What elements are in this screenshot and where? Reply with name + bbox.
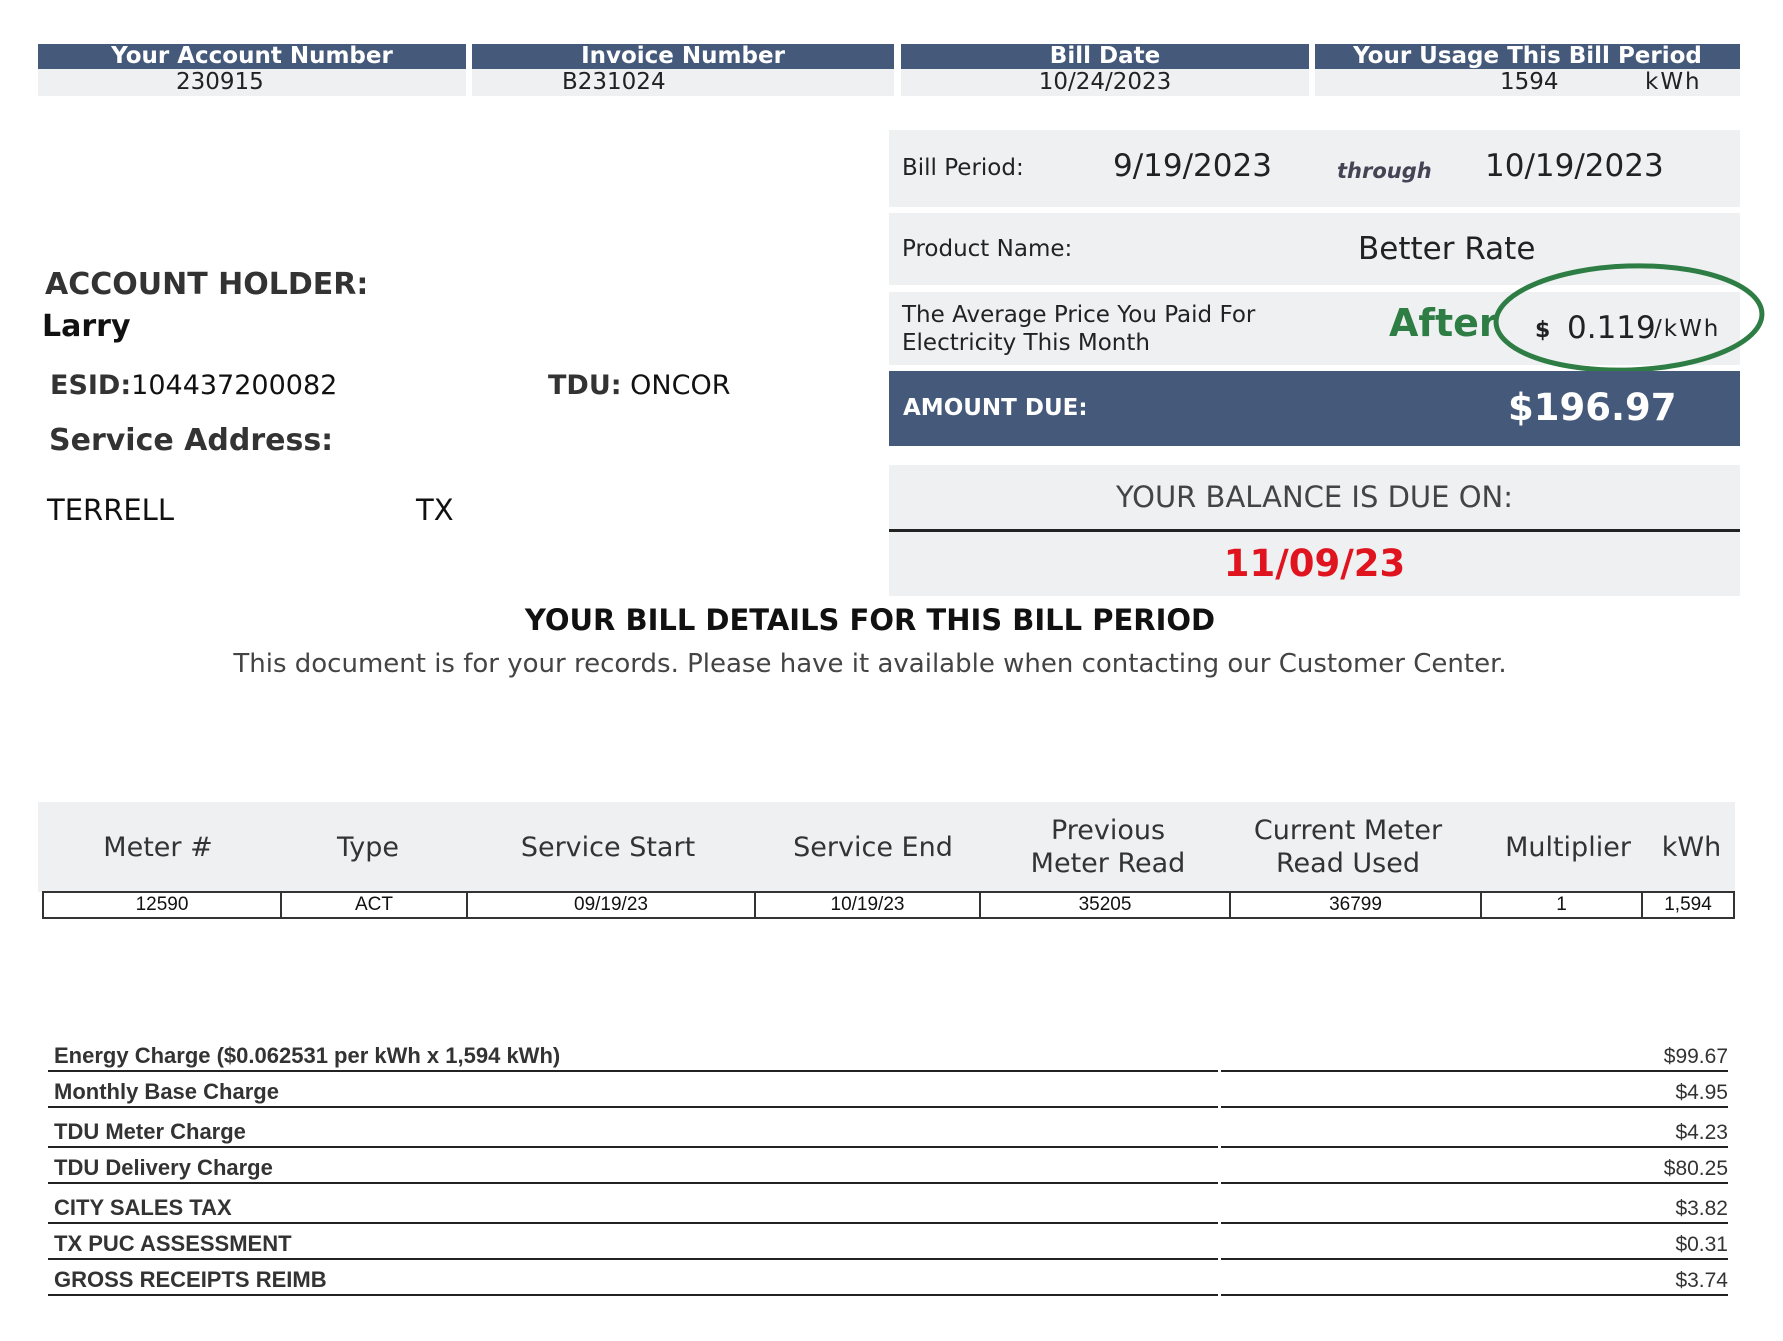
charge-label: CITY SALES TAX [54, 1195, 232, 1220]
avg-price-label-1: The Average Price You Paid For [902, 302, 1256, 328]
service-state: TX [416, 493, 454, 527]
meter-cell-type: ACT [282, 893, 468, 917]
product-label: Product Name: [902, 236, 1073, 262]
details-subtitle: This document is for your records. Please have it available when contacting our Customer Center. [233, 649, 1507, 679]
meter-header-service-end: Service End [793, 831, 953, 863]
invoice-number-value: B231024 [562, 69, 666, 95]
tdu-line [548, 370, 730, 401]
service-city: TERRELL [47, 493, 174, 527]
tdu-label: TDU: [548, 370, 622, 401]
meter-cell-current-read: 36799 [1231, 893, 1482, 917]
charge-row [48, 1262, 1728, 1296]
after-annotation: After [1389, 301, 1498, 345]
divider [1221, 1106, 1728, 1108]
avg-price-value: 0.119 [1567, 310, 1656, 346]
invoice-number-value-cell [472, 69, 894, 96]
bill-date-cell [901, 44, 1309, 96]
meter-cell-kwh: 1,594 [1664, 894, 1712, 915]
charge-amount: $80.25 [1663, 1157, 1728, 1180]
avg-price-unit: /kWh [1654, 316, 1721, 342]
table-row [42, 891, 1735, 919]
charge-row [48, 1150, 1728, 1184]
charge-label: TDU Meter Charge [54, 1119, 246, 1144]
charge-row [48, 1114, 1728, 1148]
charge-label: GROSS RECEIPTS REIMB [54, 1267, 327, 1292]
divider [48, 1146, 1218, 1148]
divider [48, 1182, 1218, 1184]
amount-due-bar [889, 371, 1740, 446]
avg-price-currency: $ [1535, 318, 1551, 343]
charge-row [48, 1190, 1728, 1224]
usage-cell [1315, 44, 1740, 96]
divider [1221, 1070, 1728, 1072]
meter-header-kwh: kWh [1661, 831, 1722, 863]
due-on-label: YOUR BALANCE IS DUE ON: [1116, 480, 1513, 514]
account-number-cell [38, 44, 466, 96]
through-label: through [1337, 159, 1432, 183]
amount-due-label: AMOUNT DUE: [903, 395, 1088, 421]
account-holder-name: Larry [42, 309, 131, 344]
charge-amount: $4.95 [1675, 1081, 1728, 1104]
usage-value-cell [1315, 69, 1740, 96]
usage-label: Your Usage This Bill Period [1315, 44, 1740, 69]
charge-amount: $3.74 [1675, 1269, 1728, 1292]
account-number-value: 230915 [176, 69, 264, 95]
divider [1221, 1222, 1728, 1224]
meter-table-header [38, 802, 1735, 892]
meter-header-service-start: Service Start [520, 831, 696, 863]
account-number-label: Your Account Number [38, 44, 466, 69]
bill-date-value: 10/24/2023 [901, 69, 1309, 96]
esid-value: 104437200082 [131, 370, 338, 401]
usage-unit: kWh [1645, 69, 1702, 95]
usage-value: 1594 [1500, 69, 1559, 95]
meter-cell-service-end: 10/19/23 [756, 893, 981, 917]
charge-amount: $0.31 [1675, 1233, 1728, 1256]
divider [48, 1070, 1218, 1072]
esid-line [50, 370, 337, 401]
meter-cell-number: 12590 [44, 893, 282, 917]
meter-header-type: Type [336, 831, 399, 863]
charge-label: TDU Delivery Charge [54, 1155, 273, 1180]
charge-row [48, 1226, 1728, 1260]
divider [1221, 1294, 1728, 1296]
meter-cell-previous-read: 35205 [981, 893, 1231, 917]
bill-period-end: 10/19/2023 [1485, 148, 1664, 184]
bill-period-row [889, 130, 1740, 207]
charge-label: TX PUC ASSESSMENT [54, 1231, 292, 1256]
divider [1221, 1182, 1728, 1184]
due-date-value: 11/09/23 [1223, 542, 1406, 585]
account-holder-label: ACCOUNT HOLDER: [45, 267, 369, 302]
meter-cell-multiplier: 1 [1482, 893, 1643, 917]
esid-label: ESID: [50, 370, 132, 401]
meter-header-multiplier: Multiplier [1505, 831, 1631, 863]
meter-header-previous-read: Previous Meter Read [1030, 815, 1186, 879]
bill-date-label: Bill Date [901, 44, 1309, 69]
due-date-row [889, 532, 1740, 596]
invoice-number-cell [472, 44, 894, 96]
circle-annotation-icon [1490, 260, 1768, 376]
charge-amount: $3.82 [1675, 1197, 1728, 1220]
account-number-value-cell [38, 69, 466, 96]
charge-amount: $99.67 [1663, 1045, 1728, 1068]
divider [48, 1258, 1218, 1260]
divider [1221, 1146, 1728, 1148]
divider [48, 1294, 1218, 1296]
bill-period-label: Bill Period: [902, 155, 1024, 181]
charge-row [48, 1038, 1728, 1072]
meter-header-current-read: Current Meter Read Used [1253, 815, 1443, 879]
product-name: Better Rate [1358, 231, 1536, 267]
divider [1221, 1258, 1728, 1260]
charge-amount: $4.23 [1675, 1121, 1728, 1144]
charge-row [48, 1074, 1728, 1108]
service-address-label: Service Address: [49, 423, 334, 458]
meter-cell-service-start: 09/19/23 [468, 893, 756, 917]
divider [48, 1106, 1218, 1108]
charge-label: Monthly Base Charge [54, 1079, 279, 1104]
divider [48, 1222, 1218, 1224]
amount-due-value: $196.97 [1508, 386, 1677, 429]
details-title: YOUR BILL DETAILS FOR THIS BILL PERIOD [524, 603, 1216, 637]
avg-price-label-2: Electricity This Month [902, 330, 1150, 356]
tdu-value: ONCOR [630, 370, 731, 401]
due-on-row [889, 465, 1740, 529]
charge-label: Energy Charge ($0.062531 per kWh x 1,594 kWh) [54, 1043, 561, 1068]
invoice-number-label: Invoice Number [472, 44, 894, 69]
bill-period-start: 9/19/2023 [1113, 148, 1272, 184]
meter-header-meter: Meter # [103, 831, 213, 863]
